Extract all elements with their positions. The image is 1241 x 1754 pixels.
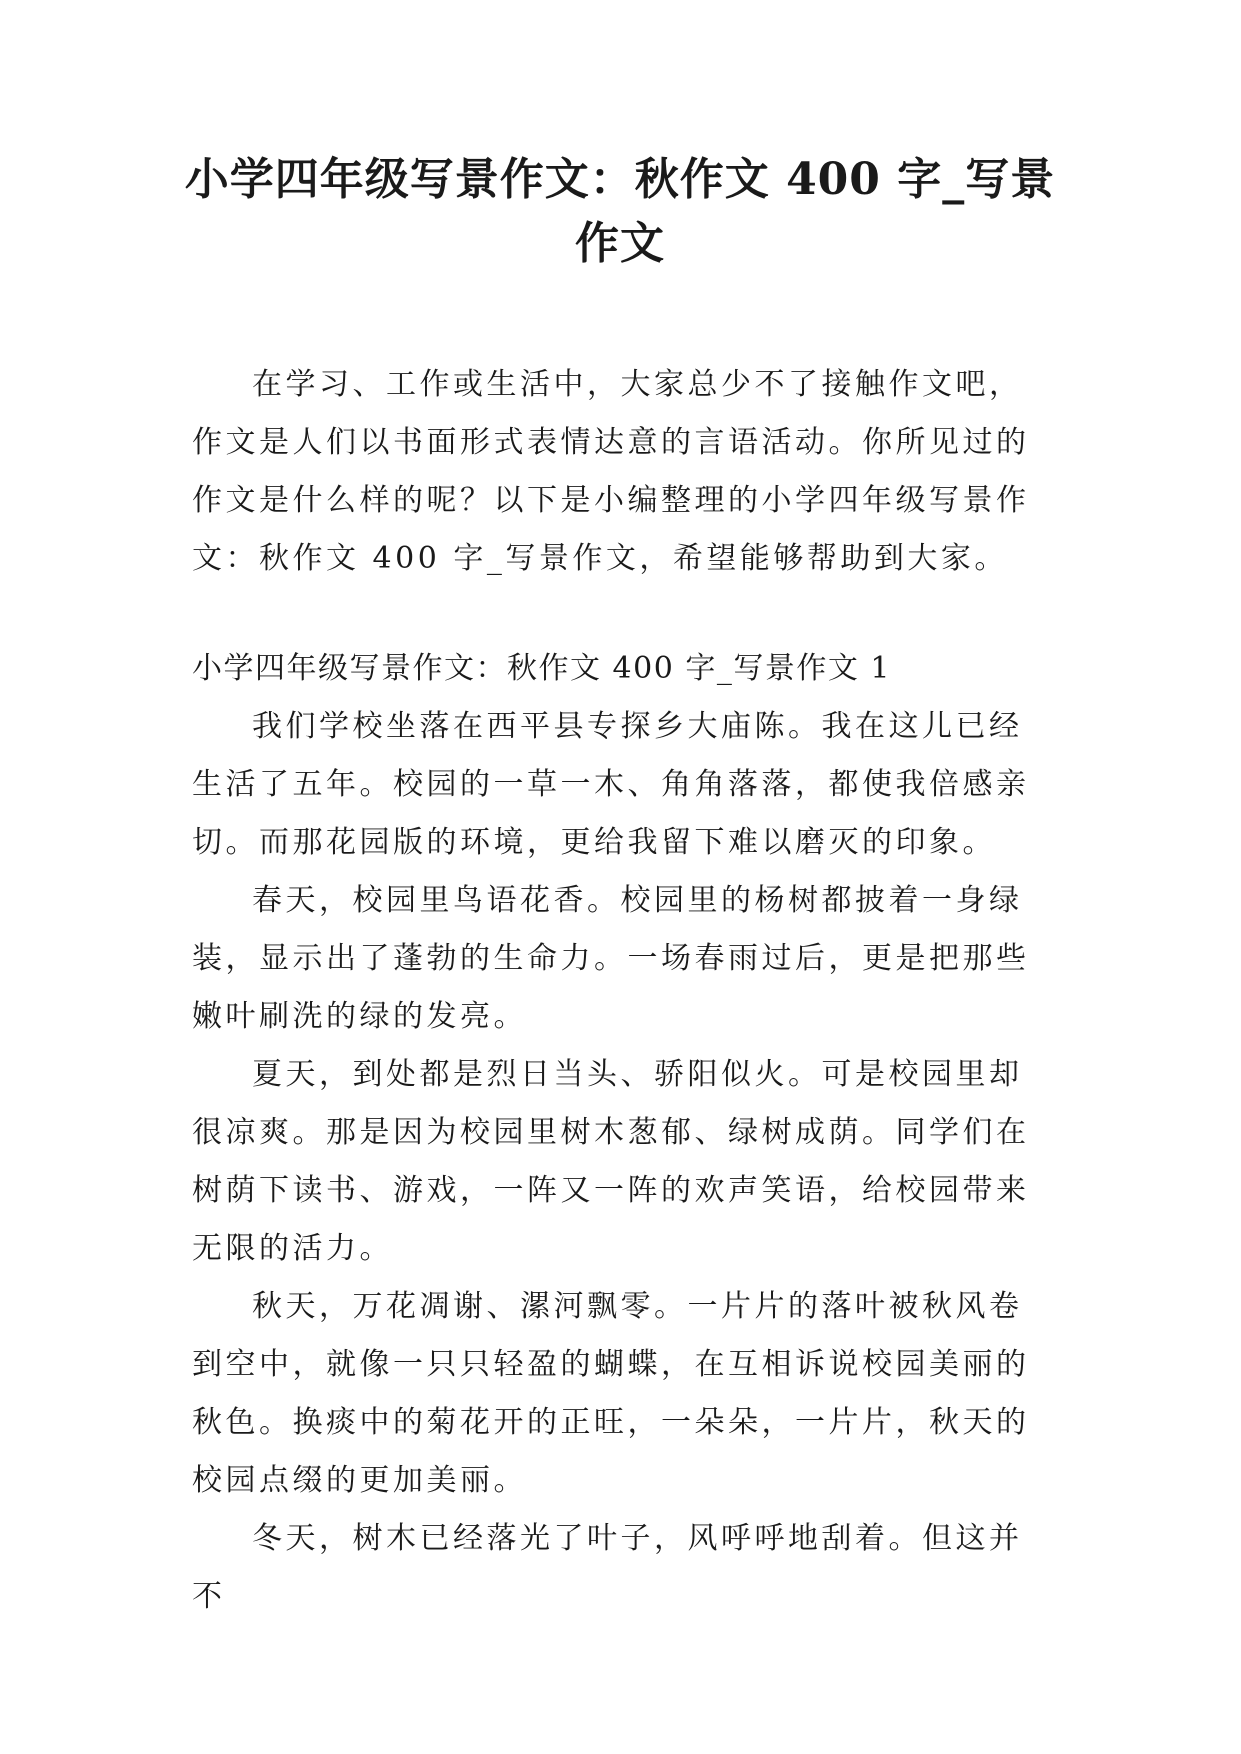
body-paragraph: 夏天，到处都是烈日当头、骄阳似火。可是校园里却很凉爽。那是因为校园里树木葱郁、绿树成荫。同学们在树荫下读书、游戏，一阵又一阵的欢声笑语，给校园带来无限的活力。 xyxy=(192,1057,1030,1266)
body-paragraph: 春天，校园里鸟语花香。校园里的杨树都披着一身绿装，显示出了蓬勃的生命力。一场春雨过后，更是把那些嫩叶刷洗的绿的发亮。 xyxy=(192,883,1030,1034)
intro-paragraph: 在学习、工作或生活中，大家总少不了接触作文吧，作文是人们以书面形式表情达意的言语活动。你所见过的作文是什么样的呢？以下是小编整理的小学四年级写景作文：秋作文 400 字_写景作文，希望能够帮助到大家。 xyxy=(192,367,1030,576)
document-title: 小学四年级写景作文：秋作文 400 字_写景作文 xyxy=(184,154,1056,269)
body-paragraph: 秋天，万花凋谢、漯河飘零。一片片的落叶被秋风卷到空中，就像一只只轻盈的蝴蝶，在互相诉说校园美丽的秋色。换痰中的菊花开的正旺，一朵朵，一片片，秋天的校园点缀的更加美丽。 xyxy=(192,1289,1030,1498)
section-heading: 小学四年级写景作文：秋作文 400 字_写景作文 1 xyxy=(192,651,891,686)
body-paragraph: 我们学校坐落在西平县专探乡大庙陈。我在这儿已经生活了五年。校园的一草一木、角角落落，都使我倍感亲切。而那花园版的环境，更给我留下难以磨灭的印象。 xyxy=(192,709,1030,860)
document-body xyxy=(192,356,1052,1626)
body-paragraph: 冬天，树木已经落光了叶子，风呼呼地刮着。但这并不 xyxy=(192,1521,1023,1614)
